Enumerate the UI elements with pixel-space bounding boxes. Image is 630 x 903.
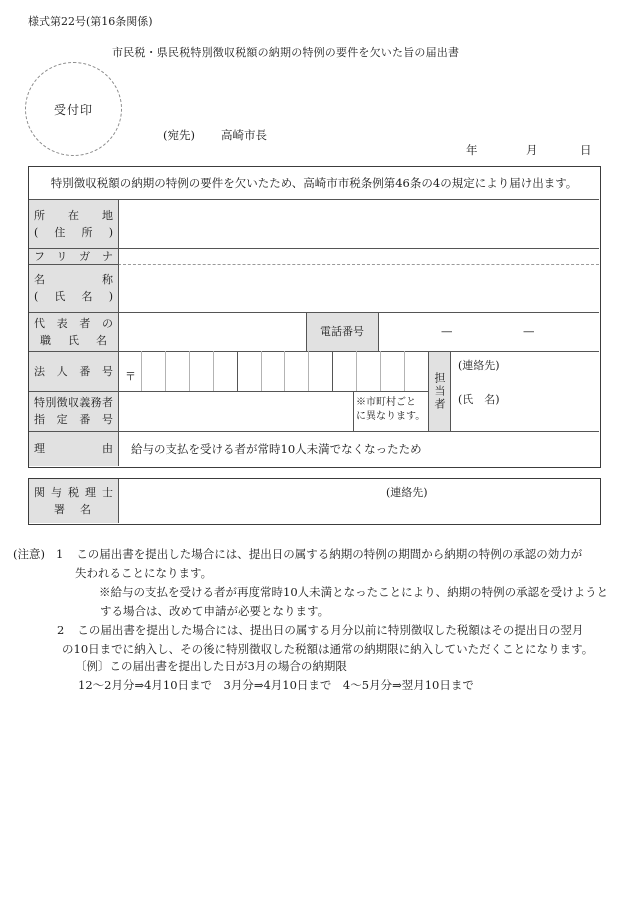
name-label-line2: (氏名)	[34, 290, 113, 303]
phone-separator: —	[523, 324, 535, 338]
corporate-number-box	[189, 351, 213, 391]
reason-value: 給与の支払を受ける者が常時10人未満でなくなったため	[131, 442, 422, 456]
note-item1-line1: この届出書を提出した場合には、提出日の属する納期の特例の期間から納期の特例の承認の効力が	[76, 547, 583, 561]
corporate-number-box	[261, 351, 285, 391]
corporate-number-box	[380, 351, 404, 391]
note-item2-example1: 〔例〕この届出書を提出した日が3月の場合の納期限	[75, 659, 347, 673]
staff-contact-label: (連絡先)	[458, 359, 500, 372]
staff-name-label: (氏 名)	[458, 393, 500, 406]
tax-accountant-label	[29, 479, 118, 523]
designation-number-label-line2: 指定番号	[34, 413, 113, 426]
addressee-name: 高崎市長	[220, 128, 267, 142]
corporate-number-box	[308, 351, 332, 391]
reason-label-text: 理由	[34, 442, 113, 455]
reason-label	[29, 431, 118, 466]
tax-accountant-label-line2: 署 名	[54, 503, 93, 516]
addressee-prefix: (宛先)	[163, 128, 195, 142]
tax-accountant-contact-label: (連絡先)	[386, 486, 428, 499]
postal-mark: 〒	[125, 370, 136, 383]
furigana-label-text: フリガナ	[34, 249, 113, 263]
note-item2-line1: この届出書を提出した場合には、提出日の属する月分以前に特別徴収した税額はその提出日の翌月	[77, 623, 584, 637]
address-label	[29, 199, 118, 248]
date-month-label: 月	[526, 143, 538, 157]
grid-line	[450, 351, 451, 431]
note-item2-example2: 12～2月分⇒4月10日まで 3月分⇒4月10日まで 4～5月分⇒翌月10日まで	[78, 678, 474, 692]
address-label-line1: 所在地	[34, 208, 113, 222]
grid-line-dashed	[118, 264, 599, 265]
notes-line	[57, 622, 583, 638]
page-title: 市民税・県民税特別徴収税額の納期の特例の要件を欠いた旨の届出書	[112, 46, 460, 59]
staff-label: 担当者	[433, 371, 446, 411]
corporate-number-box	[356, 351, 380, 391]
representative-label	[29, 312, 118, 351]
corporate-number-boxes	[118, 351, 428, 391]
corporate-number-box	[118, 351, 141, 391]
tax-accountant-table	[28, 478, 601, 525]
corporate-number-box	[165, 351, 189, 391]
phone-separator: —	[441, 324, 453, 338]
grid-line	[118, 199, 119, 466]
date-year-label: 年	[466, 143, 478, 157]
declaration-text: 特別徴収税額の納期の特例の要件を欠いたため、高崎市市税条例第46条の4の規定により届け出ます。	[50, 176, 578, 190]
grid-line	[378, 312, 379, 351]
corporate-number-box	[404, 351, 428, 391]
date-day-label: 日	[580, 143, 592, 157]
furigana-label	[29, 248, 118, 264]
note-item1-number: 1	[55, 547, 64, 561]
corporate-number-box	[237, 351, 261, 391]
corporate-number-box	[141, 351, 165, 391]
note-item2-number: 2	[57, 623, 65, 637]
name-label	[29, 264, 118, 312]
notes-line	[13, 546, 582, 562]
representative-label-line1: 代表者の	[34, 316, 113, 330]
note-item1-subline2: する場合は、改めて申請が必要となります。	[100, 604, 330, 618]
reception-stamp-circle	[25, 62, 122, 156]
tax-accountant-label-line1: 関与税理士	[34, 486, 113, 499]
municipality-note-line1: ※市町村ごと	[356, 397, 416, 408]
designation-number-label-line1: 特別徴収義務者	[34, 396, 113, 409]
form-number: 様式第22号(第16条関係)	[28, 15, 153, 28]
reception-stamp-label: 受付印	[53, 102, 93, 117]
designation-number-label	[29, 391, 118, 431]
note-item1-subline1: ※給与の支払を受ける者が再度常時10人未満となったことにより、納期の特例の承認を受けようと	[99, 585, 609, 599]
municipality-note-line2: に異なります。	[356, 411, 426, 422]
corporate-number-box	[213, 351, 237, 391]
name-label-line1: 名称	[34, 273, 113, 286]
main-form-table	[28, 166, 601, 468]
notes-header: (注意)	[13, 547, 45, 561]
addressee-line	[163, 127, 267, 143]
address-label-line2: (住所)	[34, 225, 113, 239]
corporate-number-label	[29, 351, 118, 391]
corporate-number-box	[284, 351, 308, 391]
phone-label: 電話番号	[320, 325, 364, 338]
grid-line	[118, 479, 119, 523]
corporate-number-box	[332, 351, 356, 391]
note-item2-line2: の10日までに納入し、その後に特別徴収した税額は通常の納期限に納入していただくことになります。	[62, 642, 594, 656]
municipality-note	[353, 391, 428, 431]
representative-label-line2: 職氏名	[40, 333, 107, 347]
note-item1-line2: 失われることになります。	[75, 566, 213, 580]
corporate-number-label-text: 法人番号	[34, 364, 113, 378]
